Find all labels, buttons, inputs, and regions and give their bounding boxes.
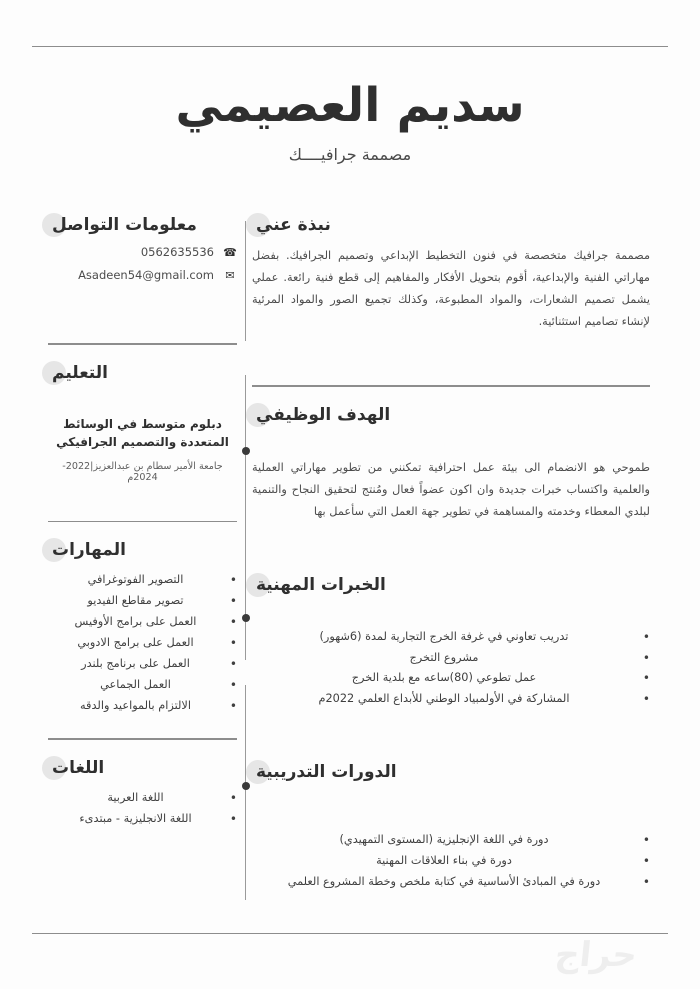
list-item: • دورة في بناء العلاقات المهنية [252, 851, 650, 872]
skills-heading [48, 540, 237, 560]
list-item: • المشاركة في الأولمبياد الوطني للأبداع العلمي 2022م [252, 689, 650, 710]
site-watermark: حراج [552, 935, 640, 975]
list-item: • العمل على برامج الأوفيس [48, 612, 237, 633]
spacer [252, 605, 650, 627]
section-about [252, 215, 650, 333]
education-heading [48, 363, 237, 383]
languages-list [48, 788, 237, 830]
timeline-dot [242, 614, 250, 622]
list-item: • عمل تطوعي (80)ساعه مع بلدية الخرج [252, 668, 650, 689]
objective-rule [252, 385, 650, 387]
spacer [48, 483, 237, 521]
contact-row-email[interactable] [48, 268, 237, 282]
top-frame-rule [32, 46, 668, 47]
divider-segment-top [245, 221, 246, 341]
spacer [48, 716, 237, 738]
list-item: • العمل على برنامج بلندر [48, 654, 237, 675]
courses-list [252, 830, 650, 893]
spacer [252, 333, 650, 385]
spacer [48, 291, 237, 343]
contact-phone-value: 0562635536 [140, 245, 214, 259]
divider-segment-bottom [245, 685, 246, 900]
list-item: • تصوير مقاطع الفيديو [48, 591, 237, 612]
list-item: • العمل على برامج الادوبي [48, 633, 237, 654]
experience-heading [252, 575, 650, 595]
section-skills [48, 521, 237, 717]
phone-icon: ☎ [223, 245, 237, 259]
spacer [48, 393, 237, 415]
contact-title: معلومات التواصل [52, 215, 197, 235]
skills-rule [48, 521, 237, 523]
education-rule [48, 343, 237, 345]
list-item: • دورة في المبادئ الأساسية في كتابة ملخص وخطة المشروع العلمي [252, 872, 650, 893]
languages-heading [48, 758, 237, 778]
about-text: مصممة جرافيك متخصصة في فنون التخطيط الإبداعي وتصميم الجرافيك. بفضل مهاراتي الفنية والإبداعية، أقوم بتحويل الأفكار والمفاهيم إلى قطع فنية رائعة. عملي يشمل تصميم الشعارات، والمواد المطبوعة، وكذلك تجميع الصور والمواد المرئية لإنشاء تصاميم استثنائية. [252, 249, 650, 329]
left-column [246, 215, 668, 929]
contact-email-value: Asadeen54@gmail.com [78, 268, 214, 282]
spacer [252, 792, 650, 830]
timeline-dot [242, 782, 250, 790]
section-education [48, 343, 237, 483]
contact-heading [48, 215, 237, 235]
list-item: • التصوير الفوتوغرافي [48, 570, 237, 591]
list-item: • مشروع التخرج [252, 648, 650, 669]
timeline-dot [242, 447, 250, 455]
objective-heading [252, 405, 650, 425]
list-item: • اللغة العربية [48, 788, 237, 809]
candidate-name: سديم العصيمي [175, 78, 525, 133]
about-heading [252, 215, 650, 235]
experience-title: الخبرات المهنية [256, 574, 386, 595]
courses-title: الدورات التدريبية [256, 762, 397, 783]
list-item: • العمل الجماعي [48, 675, 237, 696]
list-item: • اللغة الانجليزية - مبتدىء [48, 809, 237, 830]
column-divider [245, 215, 246, 929]
skills-list [48, 570, 237, 716]
envelope-icon: ✉ [225, 268, 235, 282]
skills-title: المهارات [52, 540, 126, 561]
right-column [32, 215, 245, 929]
candidate-role: مصممة جرافيــــك [288, 145, 412, 165]
objective-title: الهدف الوظيفي [256, 404, 391, 425]
education-title: التعليم [52, 362, 108, 383]
contact-row-phone[interactable] [48, 245, 237, 259]
experience-list [252, 627, 650, 711]
list-item: • الالتزام بالمواعيد والدقه [48, 696, 237, 717]
objective-text: طموحي هو الانضمام الى بيئة عمل احترافية تمكنني من تطوير مهاراتي العملية والعلمية واكتساب خبرات جديدة وان اكون عضواً فعال ومُنتج لتحقيق النجاح والتنمية لبلدي المعطاء وخدمته والمساهمة في تطوير جهة العمل التي سأعمل بها [252, 460, 650, 518]
section-experience [252, 575, 650, 711]
education-meta: جامعة الأمير سطام بن عبدالعزيز|2022-2024م [62, 460, 223, 483]
list-item: • تدريب تعاوني في غرفة الخرج التجارية لمدة (6شهور) [252, 627, 650, 648]
section-contact [48, 215, 237, 282]
about-title: نبذة عني [256, 215, 331, 235]
list-item: • دورة في اللغة الإنجليزية (المستوى التمهيدي) [252, 830, 650, 851]
section-courses [252, 762, 650, 893]
section-languages [48, 738, 237, 829]
spacer [252, 523, 650, 575]
spacer [252, 435, 650, 457]
languages-rule [48, 738, 237, 740]
cv-header [0, 78, 700, 164]
languages-title: اللغات [52, 757, 105, 778]
spacer [252, 710, 650, 762]
section-objective [252, 385, 650, 523]
education-degree: دبلوم متوسط في الوسائط المتعددة والتصميم الجرافيكي [56, 416, 229, 450]
cv-content [32, 215, 668, 929]
courses-heading [252, 762, 650, 782]
cv-columns [32, 215, 668, 929]
